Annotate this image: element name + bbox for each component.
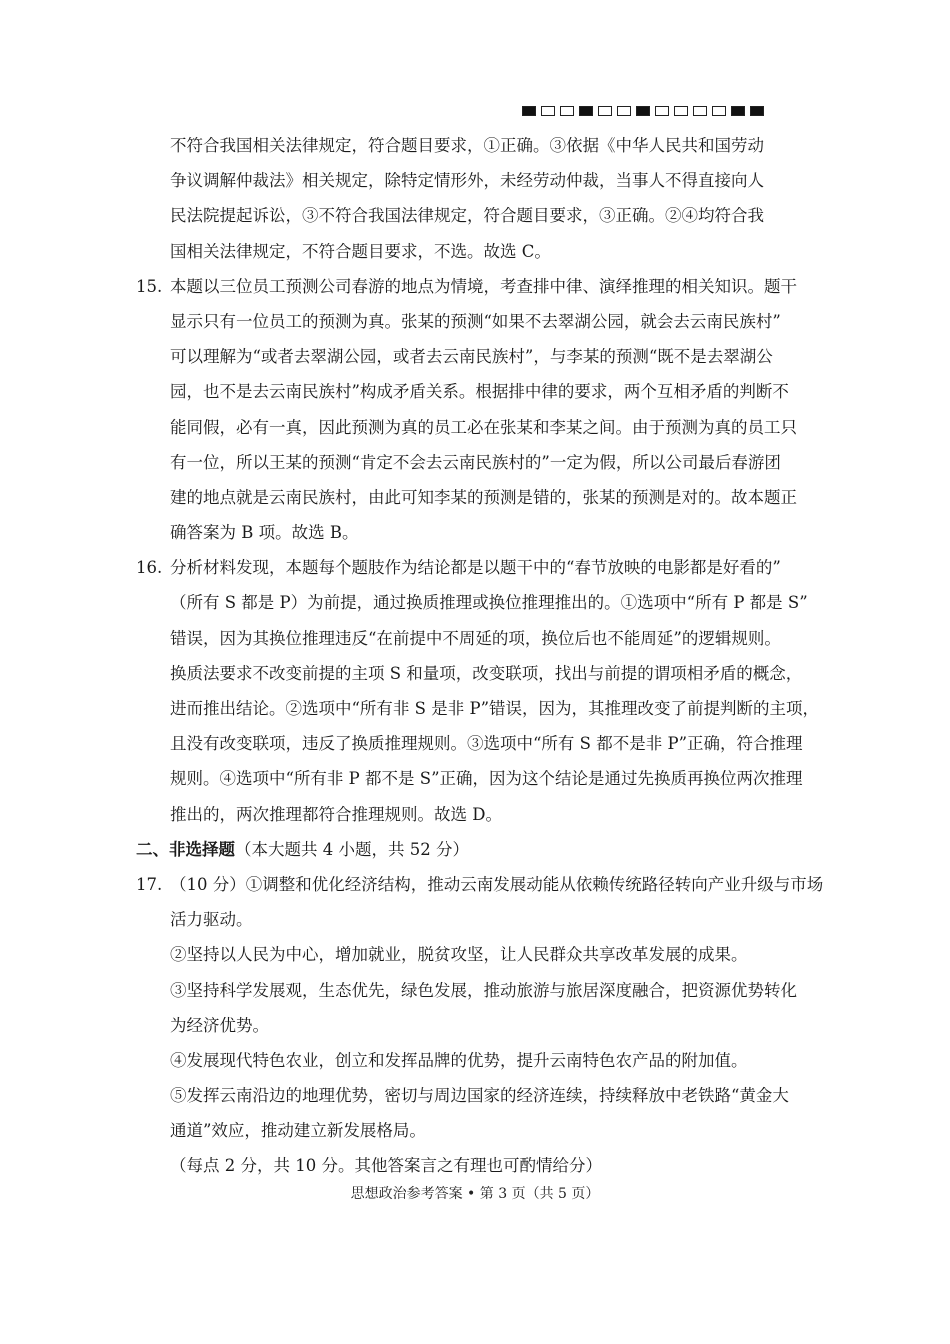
text-line <box>136 374 818 409</box>
text-line <box>136 234 818 269</box>
line-text: ②坚持以人民为中心，增加就业，脱贫攻坚，让人民群众共享改革发展的成果。 <box>170 945 748 965</box>
line-text: 规则。④选项中“所有非 P 都不是 S”正确，因为这个结论是通过先换质再换位两次推理 <box>170 769 803 789</box>
header-mark <box>655 106 669 116</box>
text-line <box>136 1148 818 1183</box>
text-line <box>136 480 818 515</box>
line-text: 分析材料发现，本题每个题肢作为结论都是以题干中的“春节放映的电影都是好看的” <box>170 558 781 578</box>
line-text: 有一位，所以王某的预测“肯定不会去云南民族村的”一定为假，所以公司最后春游团 <box>170 452 781 472</box>
text-line <box>136 304 818 339</box>
line-text: 通道”效应，推动建立新发展格局。 <box>170 1121 426 1141</box>
line-text: 国相关法律规定，不符合题目要求，不选。故选 C。 <box>170 241 551 261</box>
text-line <box>136 269 818 304</box>
text-line <box>136 973 818 1008</box>
header-mark <box>731 106 745 116</box>
header-mark <box>598 106 612 116</box>
line-text: ④发展现代特色农业，创立和发挥品牌的优势，提升云南特色农产品的附加值。 <box>170 1050 748 1070</box>
line-text: 活力驱动。 <box>170 910 253 930</box>
text-line <box>136 515 818 550</box>
text-line <box>136 163 818 198</box>
question-number: 15. <box>136 276 163 296</box>
line-text: 错误，因为其换位推理违反“在前提中不周延的项，换位后也不能周延”的逻辑规则。 <box>170 628 781 648</box>
text-line <box>136 585 818 620</box>
text-line <box>136 621 818 656</box>
header-mark <box>750 106 764 116</box>
section-heading <box>136 832 818 867</box>
section-note: （本大题共 4 小题，共 52 分） <box>235 839 469 859</box>
question-number: 16. <box>136 558 163 578</box>
section-title: 二、非选择题 <box>136 839 235 859</box>
text-line <box>136 1078 818 1113</box>
question-number: 17. <box>136 874 163 894</box>
text-line <box>136 1113 818 1148</box>
header-mark <box>541 106 555 116</box>
line-text: （10 分）①调整和优化经济结构，推动云南发展动能从依赖传统路径转向产业升级与市场 <box>170 874 824 894</box>
text-line <box>136 656 818 691</box>
header-mark <box>617 106 631 116</box>
header-mark <box>712 106 726 116</box>
line-text: 为经济优势。 <box>170 1015 269 1035</box>
text-line <box>136 761 818 796</box>
text-line <box>136 797 818 832</box>
text-line <box>136 339 818 374</box>
line-text: 可以理解为“或者去翠湖公园，或者去云南民族村”，与李某的预测“既不是去翠湖公 <box>170 347 773 367</box>
header-mark <box>522 106 536 116</box>
page-footer: 思想政治参考答案 • 第 3 页（共 5 页） <box>350 1186 600 1202</box>
text-line <box>136 550 818 585</box>
line-text: 本题以三位员工预测公司春游的地点为情境，考查排中律、演绎推理的相关知识。题干 <box>170 276 797 296</box>
line-text: 争议调解仲裁法》相关规定，除特定情形外，未经劳动仲裁，当事人不得直接向人 <box>170 171 764 191</box>
line-text: 园，也不是去云南民族村”构成矛盾关系。根据排中律的要求，两个互相矛盾的判断不 <box>170 382 789 402</box>
line-text: 建的地点就是云南民族村，由此可知李某的预测是错的，张某的预测是对的。故本题正 <box>170 487 797 507</box>
line-text: 换质法要求不改变前提的主项 S 和量项，改变联项，找出与前提的谓项相矛盾的概念， <box>170 663 803 683</box>
text-line <box>136 410 818 445</box>
line-text: ③坚持科学发展观，生态优先，绿色发展，推动旅游与旅居深度融合，把资源优势转化 <box>170 980 797 1000</box>
header-mark <box>560 106 574 116</box>
line-text: ⑤发挥云南沿边的地理优势，密切与周边国家的经济连续，持续释放中老铁路“黄金大 <box>170 1086 789 1106</box>
text-line <box>136 691 818 726</box>
text-line <box>136 1043 818 1078</box>
text-line <box>136 867 824 902</box>
line-text: 能同假，必有一真，因此预测为真的员工必在张某和李某之间。由于预测为真的员工只 <box>170 417 797 437</box>
line-text: 且没有改变联项，违反了换质推理规则。③选项中“所有 S 都不是非 P”正确，符合推理 <box>170 734 803 754</box>
answer-content <box>136 128 824 1184</box>
text-line <box>136 937 818 972</box>
text-line <box>136 1008 818 1043</box>
header-mark <box>579 106 593 116</box>
line-text: 推出的，两次推理都符合推理规则。故选 D。 <box>170 804 502 824</box>
text-line <box>136 726 818 761</box>
line-text: 民法院提起诉讼，③不符合我国法律规定，符合题目要求，③正确。②④均符合我 <box>170 206 764 226</box>
header-marks <box>522 106 764 118</box>
line-text: 进而推出结论。②选项中“所有非 S 是非 P”错误，因为，其推理改变了前提判断的主项， <box>170 699 820 718</box>
line-text: 不符合我国相关法律规定，符合题目要求，①正确。③依据《中华人民共和国劳动 <box>170 136 764 155</box>
header-mark <box>674 106 688 116</box>
header-mark <box>636 106 650 116</box>
text-line <box>136 128 818 163</box>
text-line <box>136 198 818 233</box>
line-text: （所有 S 都是 P）为前提，通过换质推理或换位推理推出的。①选项中“所有 P 都是 S” <box>170 593 808 613</box>
header-mark <box>693 106 707 116</box>
line-text: 确答案为 B 项。故选 B。 <box>170 523 359 543</box>
text-line <box>136 445 818 480</box>
text-line <box>136 902 818 937</box>
line-text: 显示只有一位员工的预测为真。张某的预测“如果不去翠湖公园，就会去云南民族村” <box>170 311 781 331</box>
line-text: （每点 2 分，共 10 分。其他答案言之有理也可酌情给分） <box>170 1156 602 1176</box>
